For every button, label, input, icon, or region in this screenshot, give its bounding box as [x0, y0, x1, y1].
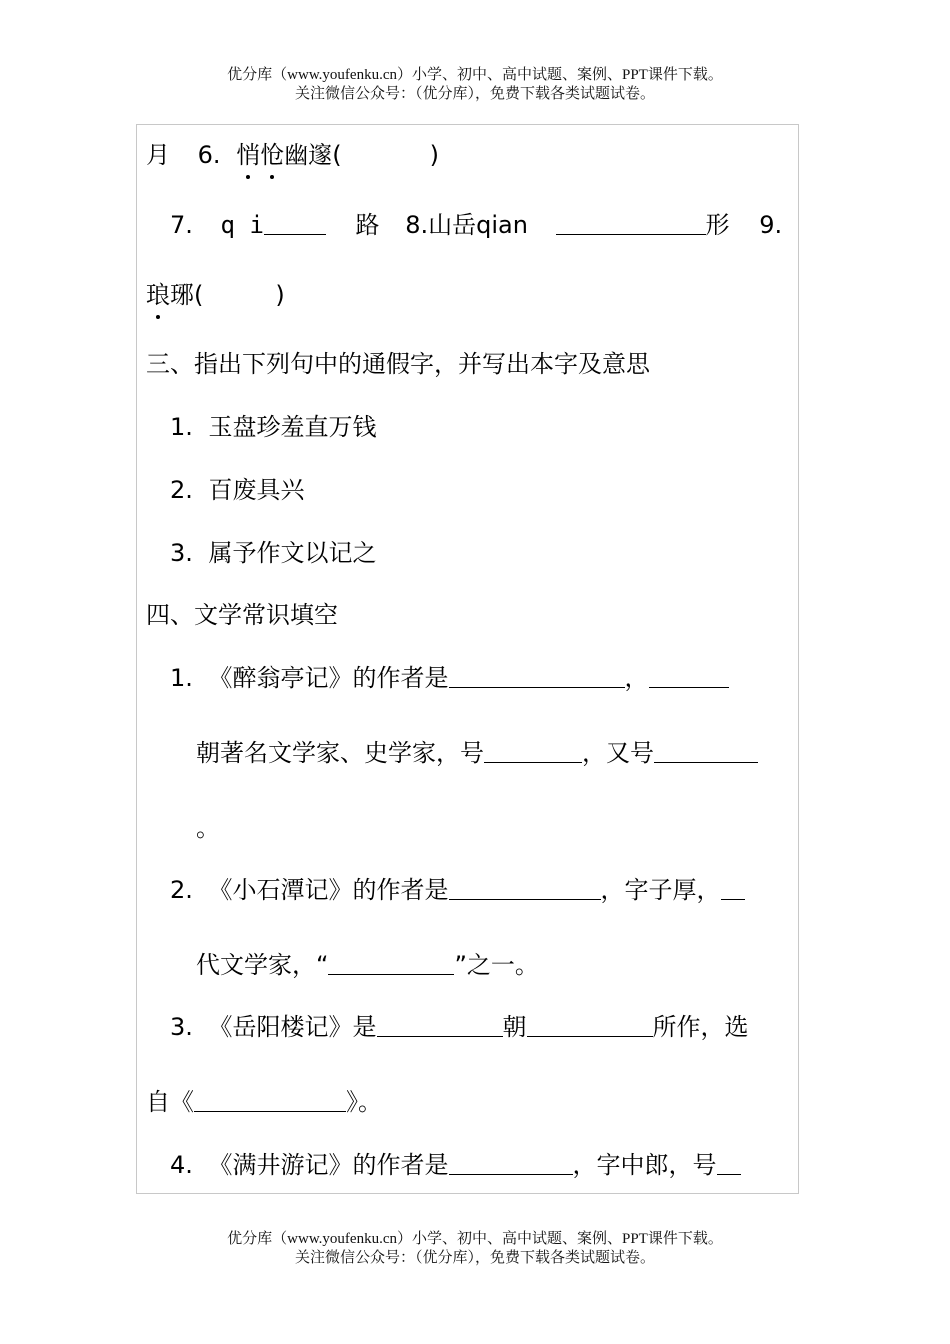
section-3-title: 三、指出下列句中的通假字，并写出本字及意思: [146, 350, 650, 378]
s3-question-2: 2. 百废具兴: [170, 476, 305, 504]
page-footer: [0, 1230, 950, 1268]
blank-xiaoshitan-dynasty[interactable]: [721, 877, 745, 900]
blank-manjing-hao[interactable]: [717, 1152, 741, 1175]
answer-blank-7[interactable]: [264, 212, 326, 235]
s4-question-2-cont: 代文学家，“ ”之一。: [196, 951, 539, 979]
blank-yueyang-dynasty[interactable]: [377, 1014, 503, 1037]
page-header: [0, 66, 950, 104]
blank-xiaoshitan-group[interactable]: [328, 952, 454, 975]
s4-question-3: 3. 《岳阳楼记》是 朝 所作，选: [170, 1013, 749, 1041]
question-line-9: 琅琊( ): [146, 281, 285, 309]
s4-question-3-cont: 自《 》。: [146, 1088, 382, 1116]
s4-question-1: 1. 《醉翁亭记》的作者是 ，: [170, 663, 729, 693]
s4-question-4: 4. 《满井游记》的作者是 ，字中郎，号: [170, 1150, 741, 1180]
blank-zuiweng-author[interactable]: [449, 665, 625, 688]
word-qiaochuang-youshui: 悄怆幽邃: [236, 141, 333, 169]
footer-line-1: 优分库（www.youfenku.cn）小学、初中、高中试题、案例、PPT课件下载。: [227, 1231, 723, 1247]
blank-xiaoshitan-author[interactable]: [449, 877, 601, 900]
blank-yueyang-source[interactable]: [194, 1089, 346, 1112]
section-4-title: 四、文学常识填空: [146, 601, 338, 629]
s4-question-1-cont: 朝著名文学家、史学家，号 ，又号: [196, 738, 758, 768]
blank-zuiweng-dynasty[interactable]: [649, 665, 729, 688]
s3-question-3: 3. 属予作文以记之: [170, 539, 377, 567]
header-line-2: 关注微信公众号：（优分库），免费下载各类试题试卷。: [294, 86, 655, 102]
blank-zuiweng-hao[interactable]: [484, 740, 582, 763]
blank-manjing-author[interactable]: [449, 1152, 573, 1175]
s4-question-1-end: 。: [196, 814, 220, 842]
question-line-7-8: 7. q i 路 8.山岳qian 形 9.: [170, 211, 783, 239]
blank-yueyang-author[interactable]: [527, 1014, 653, 1037]
answer-blank-8[interactable]: [556, 212, 706, 235]
header-line-1: 优分库（www.youfenku.cn）小学、初中、高中试题、案例、PPT课件下载。: [227, 67, 723, 83]
footer-line-2: 关注微信公众号：（优分库），免费下载各类试题试卷。: [294, 1250, 655, 1266]
s4-question-2: 2. 《小石潭记》的作者是 ，字子厚，: [170, 875, 745, 905]
question-line-6: 月 6. 悄怆幽邃( ): [146, 141, 439, 169]
blank-zuiweng-youhao[interactable]: [654, 740, 758, 763]
s3-question-1: 1. 玉盘珍羞直万钱: [170, 413, 377, 441]
